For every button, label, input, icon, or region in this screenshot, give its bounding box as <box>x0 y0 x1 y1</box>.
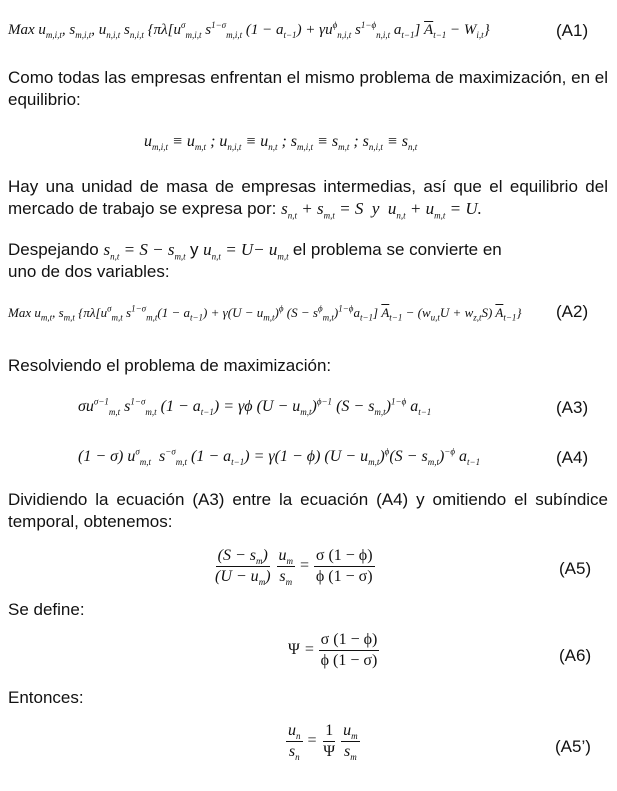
paragraph-labor-market <box>8 176 608 220</box>
fraction-a5p-right: $\frac{u_m}{s_m}$ <box>343 722 358 763</box>
equation-label-a6: (A6) <box>559 646 592 665</box>
paragraph-then: Entonces: <box>8 688 84 707</box>
equation-a5: $\frac{(S - s_m)}{(U - u_m)}$ $\frac{u_m}{s_m}$ = $\frac{\sigma (1 - \phi)}{\phi (1 - \sigma)}$ <box>215 547 373 588</box>
fraction-a5-mid: $\frac{u_m}{s_m}$ <box>278 547 294 588</box>
paragraph-dividing: Dividiendo la ecuación (A3) entre la ecuación (A4) y omitiendo el subíndice temporal, obtenemos: <box>8 490 608 531</box>
fraction-a5p-mid: $\frac{1}{\Psi}$ <box>323 722 336 760</box>
substitution-text-d: uno de dos variables: <box>8 262 170 281</box>
fraction-a5-left: $\frac{(S - s_m)}{(U - u_m)}$ <box>215 547 271 588</box>
fraction-a5-right: $\frac{\sigma (1 - \phi)}{\phi (1 - \sigma)}$ <box>315 547 373 585</box>
equation-label-a5: (A5) <box>559 559 592 578</box>
substitution-text-b: y <box>189 240 199 259</box>
equation-label-a2: (A2) <box>556 302 589 321</box>
substitution-eq-u: $u_{n,t} = U- u_{m,t}$ <box>203 240 289 262</box>
paragraph-equilibrium: Como todas las empresas enfrentan el mismo problema de maximización, en el equilibrio: <box>8 68 608 109</box>
fraction-a6: $\frac{\sigma (1 - \phi)}{\phi (1 - \sigma)}$ <box>320 631 378 669</box>
max-operator-a2: Max <box>8 305 32 320</box>
equation-symmetry: $u_{m,i,t} \equiv u_{m,t}$ ; $u_{n,i,t} \equiv u_{n,t}$ ; $s_{m,i,t} \equiv s_{m,t}$ ; $s_{n,i,t} \equiv s_{n,t}$ <box>144 133 418 153</box>
paragraph-labor-market-text: Hay una unidad de masa de empresas intermedias, así que el equilibrio del mercado de trabajo se expresa por: <box>8 177 608 218</box>
equation-label-a3: (A3) <box>556 398 589 417</box>
substitution-text-a: Despejando <box>8 240 99 259</box>
equation-a6: Ψ = $\frac{\sigma (1 - \phi)}{\phi (1 - \sigma)}$ <box>288 631 378 669</box>
paragraph-define: Se define: <box>8 600 85 619</box>
equation-a4: (1 − σ) $u^\sigma_{m,t}$ $s^{-\sigma}_{m,t}$ $(1 - a_{t-1}) = \gamma(1 - \phi)$ $(U - u_{m,t})^\phi(S - s_{m,t})^{-\phi}$ $a_{t-1}$ <box>78 446 481 468</box>
psi-symbol: Ψ <box>288 641 300 659</box>
equation-label-a5-prime: (A5’) <box>555 737 591 756</box>
max-operator: Max <box>8 22 35 38</box>
equation-label-a4: (A4) <box>556 448 589 467</box>
paragraph-solving: Resolviendo el problema de maximización: <box>8 356 332 375</box>
equation-a1: Max $u_{m,i,t}$, $s_{m,i,t}$, $u_{n,i,t}$ $s_{n,i,t}$ {$\pi\lambda[u^\sigma_{m,i,t}$ $s^{1-\sigma}_{m,i,t}$ $(1 - a_{t-1}) + \gamma u^\phi_{n,i,t}$ $s^{1-\phi}_{n,i,t}$ $a_{t-1}$] $\overline{A}_{t-1} - W_{i,t}$} <box>8 20 490 40</box>
paragraph-substitution <box>8 239 608 283</box>
equation-a3: $\sigma u^{\sigma-1}_{m,t}$ $s^{1-\sigma}_{m,t}$ $(1 - a_{t-1}) = \gamma\phi$ $(U - u_{m,t})^{\phi-1}$ $(S - s_{m,t})^{1-\phi}$ $a_{t-1}$ <box>78 396 432 418</box>
labor-market-equation: $s_{n,t} + s_{m,t} = S$ y $u_{n,t} + u_{m,t} = U$. <box>281 199 482 221</box>
substitution-eq-s: $s_{n,t} = S - s_{m,t}$ <box>103 240 186 262</box>
equation-a5-prime: $\frac{u_n}{s_n}$ = $\frac{1}{\Psi}$ $\frac{u_m}{s_m}$ <box>288 722 358 763</box>
fraction-a5p-left: $\frac{u_n}{s_n}$ <box>288 722 301 763</box>
equation-label-a1: (A1) <box>556 21 589 40</box>
substitution-text-c: el problema se convierte en <box>292 240 502 259</box>
equation-a2: Max $u_{m,t}$, $s_{m,t}$ {$\pi\lambda[u^\sigma_{m,t}$ $s^{1-\sigma}_{m,t}(1 - a_{t-1}) + \gamma(U - u_{m,t})^\phi$ $(S - s^\phi_{m,t})^{1-\phi}a_{t-1}$] $\overline{A}_{t-1} - (w_{u,t}U + w_{z,t}S)$ $\overline{A}_{t-1}$} <box>8 303 522 323</box>
